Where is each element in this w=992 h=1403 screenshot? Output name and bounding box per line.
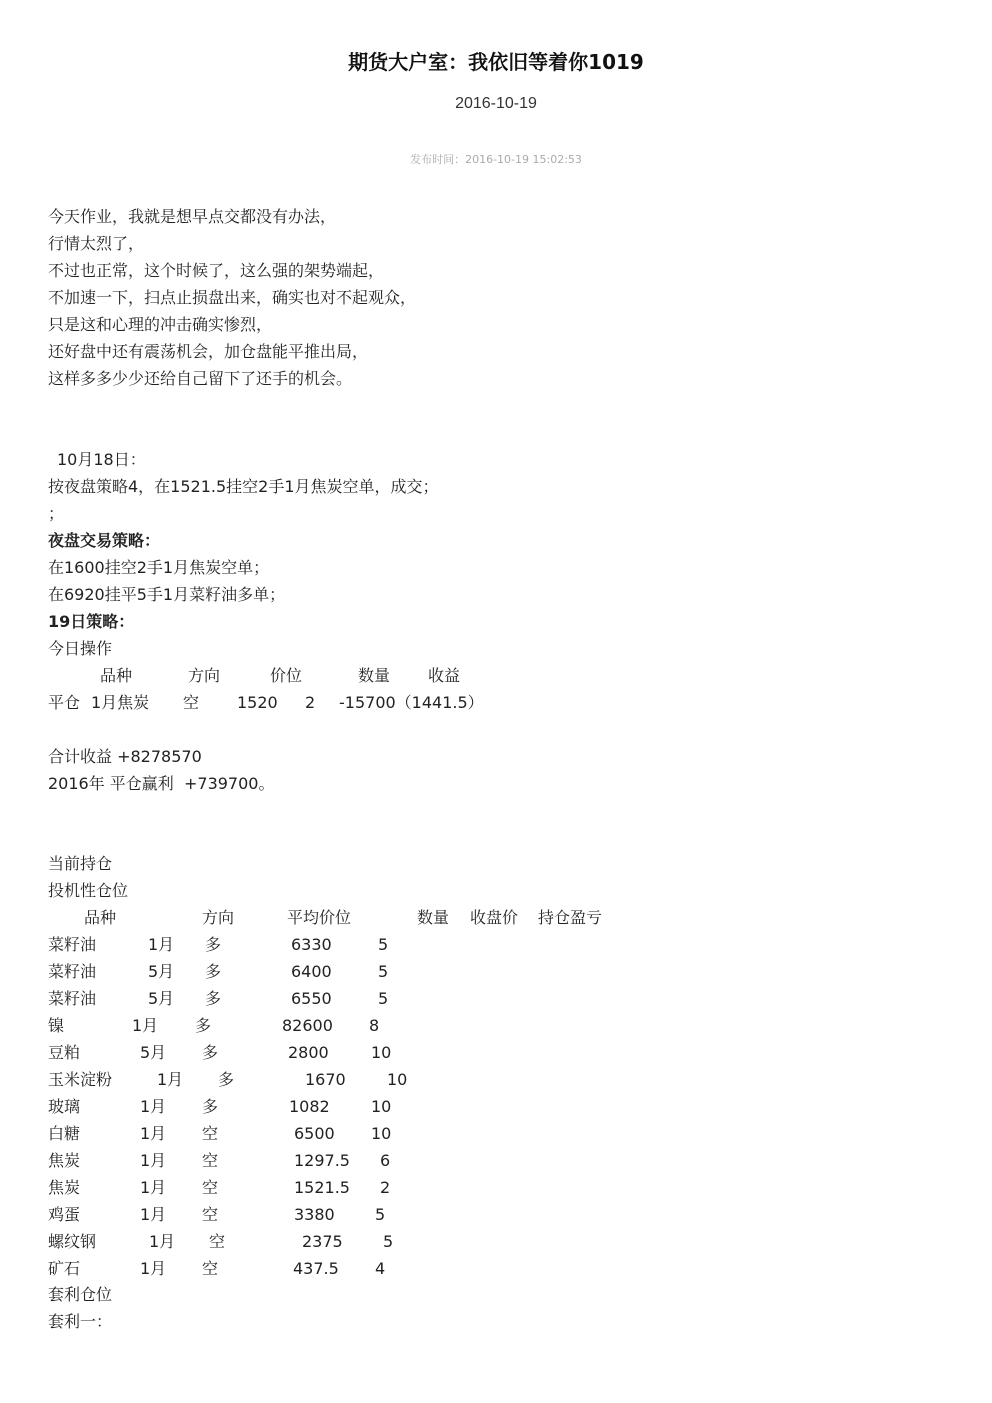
ops-header: 收益 xyxy=(428,666,461,685)
position-commodity: 螺纹钢 xyxy=(48,1232,97,1251)
position-avg-price: 82600 xyxy=(282,1016,333,1035)
ops-cell: 2 xyxy=(305,693,316,712)
ops-header: 品种 xyxy=(100,666,133,685)
position-month: 1月 xyxy=(140,1097,167,1116)
night-strategy-heading: 夜盘交易策略： xyxy=(48,531,161,550)
position-month: 1月 xyxy=(140,1205,167,1224)
positions-header: 品种 xyxy=(84,908,117,927)
positions-heading: 当前持仓 xyxy=(48,854,113,873)
speculative-heading: 投机性仓位 xyxy=(48,881,129,900)
position-commodity: 焦炭 xyxy=(48,1151,81,1170)
positions-header: 平均价位 xyxy=(287,908,352,927)
position-qty: 5 xyxy=(383,1232,394,1251)
position-commodity: 焦炭 xyxy=(48,1178,81,1197)
position-direction: 空 xyxy=(202,1178,219,1197)
oct18-heading: 10月18日： xyxy=(57,450,146,469)
positions-header: 数量 xyxy=(417,908,450,927)
position-direction: 多 xyxy=(202,1097,219,1116)
intro-line: 这样多多少少还给自己留下了还手的机会。 xyxy=(48,369,353,388)
intro-line: 只是这和心理的冲击确实惨烈， xyxy=(48,315,273,334)
intro-line: 今天作业，我就是想早点交都没有办法， xyxy=(48,207,337,226)
position-avg-price: 1297.5 xyxy=(294,1151,350,1170)
position-qty: 10 xyxy=(371,1124,392,1143)
publish-time: 发布时间：2016-10-19 15:02:53 xyxy=(410,153,582,166)
position-direction: 空 xyxy=(202,1259,219,1278)
day19-heading: 19日策略： xyxy=(48,612,135,631)
ops-header: 价位 xyxy=(270,666,303,685)
position-direction: 空 xyxy=(209,1232,226,1251)
ops-cell: 1月焦炭 xyxy=(91,693,150,712)
position-direction: 空 xyxy=(202,1151,219,1170)
position-month: 1月 xyxy=(140,1151,167,1170)
position-month: 5月 xyxy=(148,962,175,981)
position-qty: 10 xyxy=(387,1070,408,1089)
positions-header: 方向 xyxy=(202,908,235,927)
oct18-line: 按夜盘策略4，在1521.5挂空2手1月焦炭空单，成交； xyxy=(48,477,439,496)
night-strategy-item: 在1600挂空2手1月焦炭空单； xyxy=(48,558,270,577)
position-commodity: 玉米淀粉 xyxy=(48,1070,113,1089)
position-avg-price: 6330 xyxy=(291,935,332,954)
position-month: 1月 xyxy=(140,1124,167,1143)
position-month: 1月 xyxy=(132,1016,159,1035)
position-qty: 10 xyxy=(371,1043,392,1062)
position-qty: 8 xyxy=(369,1016,380,1035)
positions-header: 收盘价 xyxy=(470,908,519,927)
ops-cell: -15700（1441.5） xyxy=(339,693,484,712)
position-direction: 多 xyxy=(202,1043,219,1062)
today-ops-label: 今日操作 xyxy=(48,639,113,658)
ops-header: 数量 xyxy=(358,666,391,685)
position-avg-price: 6500 xyxy=(294,1124,335,1143)
total-profit: 合计收益 +8278570 xyxy=(48,747,202,766)
night-strategy-item: 在6920挂平5手1月菜籽油多单； xyxy=(48,585,286,604)
ops-cell: 平仓 xyxy=(48,693,81,712)
position-direction: 空 xyxy=(202,1205,219,1224)
page-title: 期货大户室：我依旧等着你1019 xyxy=(348,50,644,74)
position-month: 1月 xyxy=(157,1070,184,1089)
position-avg-price: 3380 xyxy=(294,1205,335,1224)
position-commodity: 玻璃 xyxy=(48,1097,81,1116)
position-avg-price: 2375 xyxy=(302,1232,343,1251)
position-qty: 5 xyxy=(378,935,389,954)
position-commodity: 菜籽油 xyxy=(48,935,97,954)
position-commodity: 白糖 xyxy=(48,1124,81,1143)
position-month: 5月 xyxy=(140,1043,167,1062)
position-qty: 5 xyxy=(378,989,389,1008)
position-commodity: 镍 xyxy=(48,1016,65,1035)
position-avg-price: 1082 xyxy=(289,1097,330,1116)
position-qty: 5 xyxy=(375,1205,386,1224)
positions-header: 持仓盈亏 xyxy=(538,908,603,927)
position-qty: 6 xyxy=(380,1151,391,1170)
position-avg-price: 6400 xyxy=(291,962,332,981)
position-commodity: 鸡蛋 xyxy=(48,1205,81,1224)
arbitrage-heading: 套利仓位 xyxy=(48,1285,113,1304)
position-month: 5月 xyxy=(148,989,175,1008)
position-month: 1月 xyxy=(149,1232,176,1251)
year-profit: 2016年 平仓赢利 +739700。 xyxy=(48,774,275,793)
position-direction: 多 xyxy=(205,962,222,981)
position-avg-price: 1521.5 xyxy=(294,1178,350,1197)
intro-line: 还好盘中还有震荡机会，加仓盘能平推出局， xyxy=(48,342,369,361)
position-direction: 空 xyxy=(202,1124,219,1143)
arbitrage-one: 套利一： xyxy=(48,1312,113,1331)
position-commodity: 菜籽油 xyxy=(48,989,97,1008)
position-avg-price: 2800 xyxy=(288,1043,329,1062)
position-month: 1月 xyxy=(140,1259,167,1278)
intro-line: 行情太烈了， xyxy=(48,234,145,253)
position-avg-price: 437.5 xyxy=(293,1259,339,1278)
intro-line: 不加速一下，扫点止损盘出来，确实也对不起观众， xyxy=(48,288,417,307)
position-commodity: 菜籽油 xyxy=(48,962,97,981)
ops-header: 方向 xyxy=(188,666,221,685)
position-qty: 4 xyxy=(375,1259,386,1278)
position-commodity: 矿石 xyxy=(48,1259,81,1278)
position-direction: 多 xyxy=(205,935,222,954)
article-date: 2016-10-19 xyxy=(455,95,537,112)
position-commodity: 豆粕 xyxy=(48,1043,81,1062)
position-month: 1月 xyxy=(148,935,175,954)
ops-cell: 空 xyxy=(183,693,200,712)
position-direction: 多 xyxy=(205,989,222,1008)
oct18-line: ； xyxy=(48,504,65,523)
position-qty: 2 xyxy=(380,1178,391,1197)
position-avg-price: 1670 xyxy=(305,1070,346,1089)
position-month: 1月 xyxy=(140,1178,167,1197)
position-avg-price: 6550 xyxy=(291,989,332,1008)
position-qty: 10 xyxy=(371,1097,392,1116)
position-direction: 多 xyxy=(195,1016,212,1035)
ops-cell: 1520 xyxy=(237,693,278,712)
intro-line: 不过也正常，这个时候了，这么强的架势端起， xyxy=(48,261,385,280)
position-direction: 多 xyxy=(218,1070,235,1089)
position-qty: 5 xyxy=(378,962,389,981)
